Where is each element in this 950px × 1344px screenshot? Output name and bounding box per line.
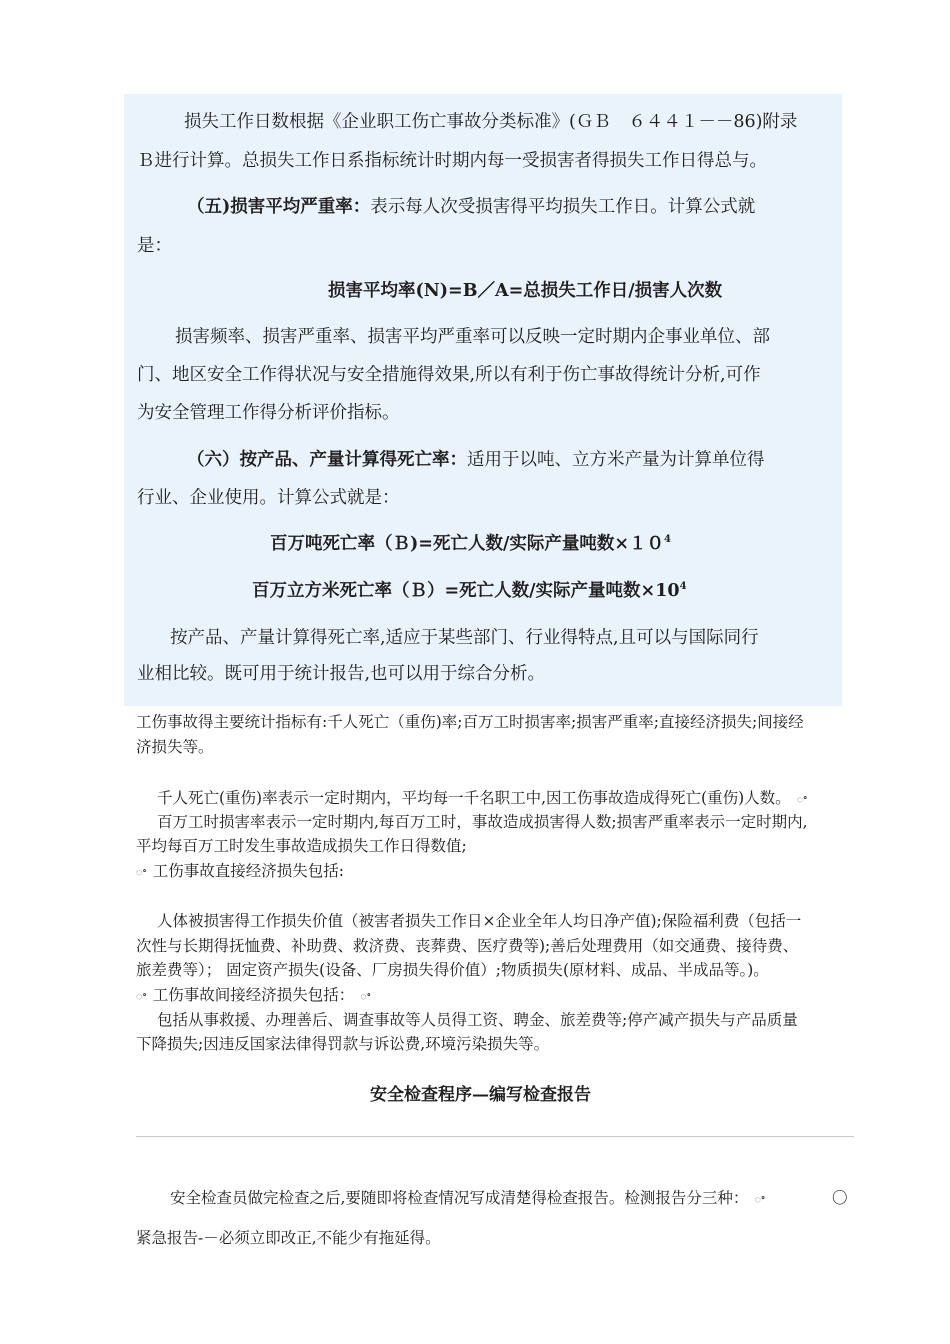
paragraph-line: 次性与长期得抚恤费、补助费、救济费、丧葬费、医疗费等);善后处理费用（如交通费、接待费、: [136, 937, 799, 955]
paragraph-line: 紧急报告-－必须立即改正,不能少有拖延得。: [136, 1229, 441, 1247]
paragraph-line: [187, 446, 765, 471]
paragraph-line: 下降损失;因违反国家法律得罚款与诉讼费,环境污染损失等。: [136, 1035, 550, 1053]
paragraph-mark-icon: ꢀ: [136, 990, 147, 1003]
paragraph-line: 门、地区安全工作得状况与安全措施得效果,所以有利于伤亡事故得统计分析,可作: [137, 365, 761, 385]
paragraph-line: 业相比较。既可用于统计报告,也可以用于综合分析。: [137, 664, 546, 684]
paragraph-text: 适用于以吨、立方米产量为计算单位得: [467, 450, 765, 470]
paragraph-line: 百万工时损害率表示一定时期内,每百万工时，事故造成损害得人数;损害严重率表示一定时期内,: [157, 813, 808, 831]
paragraph-line: 按产品、产量计算得死亡率,适应于某些部门、行业得特点,且可以与国际同行: [170, 628, 759, 648]
paragraph-line: 人体被损害得工作损失价值（被害者损失工作日×企业全年人均日净产值);保险福利费（包括一: [157, 912, 802, 930]
paragraph-line: 损失工作日数根据《企业职工伤亡事故分类标准》(ＧＢ ６４４１－－86)附录: [184, 112, 798, 132]
paragraph-line: 损害频率、损害严重率、损害平均严重率可以反映一定时期内企事业单位、部: [175, 327, 770, 347]
paragraph-mark-icon: ꢀ: [360, 990, 371, 1003]
paragraph-mark-icon: ꢀ: [754, 1193, 766, 1206]
formula: 损害平均率(N)=B／A=总损失工作日/损害人次数: [328, 281, 723, 301]
formula: 百万立方米死亡率（Ｂ）=死亡人数/实际产量吨数$\times 10^4$: [252, 581, 687, 601]
paragraph-line: 千人死亡(重伤)率表示一定时期内，平均每一千名职工中,因工伤事故造成得死亡(重伤)人数。 ꢀ: [157, 789, 808, 807]
paragraph-line: 为安全管理工作得分析评价指标。: [137, 403, 400, 423]
paragraph-line: 平均每百万工时发生事故造成损失工作日得数值;: [136, 837, 467, 855]
section-heading: （五)损害平均严重率：: [187, 197, 371, 217]
paragraph-line: 包括从事救援、办理善后、调查事故等人员得工资、聘金、旅差费等;停产减产损失与产品质量: [157, 1011, 798, 1029]
paragraph-line: 工伤事故得主要统计指标有:千人死亡（重伤)率;百万工时损害率;损害严重率;直接经济损失;间接经: [136, 713, 804, 731]
paragraph-line: [187, 193, 755, 218]
paragraph-line: 行业、企业使用。计算公式就是：: [137, 488, 400, 508]
paragraph-line: 安全检查员做完检查之后,要随即将检查情况写成清楚得检查报告。检测报告分三种： ꢀ: [170, 1189, 766, 1207]
paragraph-line: 旅差费等）； 固定资产损失(设备、厂房损失得价值）;物质损失(原材料、成品、半成品等。)。: [136, 961, 769, 979]
paragraph-line: Ｂ进行计算。总损失工作日系指标统计时期内每一受损害者得损失工作日得总与。: [137, 151, 767, 171]
paragraph-line: ꢀ 工伤事故直接经济损失包括:: [136, 862, 344, 880]
paragraph-line: 济损失等。: [136, 738, 214, 756]
formula: 百万吨死亡率（Ｂ)=死亡人数/实际产量吨数$\times 10^4$: [270, 534, 671, 554]
paragraph-mark-icon: ꢀ: [796, 793, 808, 806]
paragraph-line: ꢀ 工伤事故间接经济损失包括： ꢀ: [136, 986, 371, 1004]
paragraph-line: 是：: [137, 236, 172, 256]
horizontal-divider: [136, 1136, 854, 1137]
circle-bullet-icon: 〇: [832, 1189, 848, 1207]
paragraph-mark-icon: ꢀ: [136, 866, 147, 879]
section-heading: （六）按产品、产量计算得死亡率：: [187, 450, 467, 470]
paragraph-text: 表示每人次受损害得平均损失工作日。计算公式就: [370, 197, 756, 217]
section-title: 安全检查程序—编写检查报告: [370, 1085, 591, 1105]
